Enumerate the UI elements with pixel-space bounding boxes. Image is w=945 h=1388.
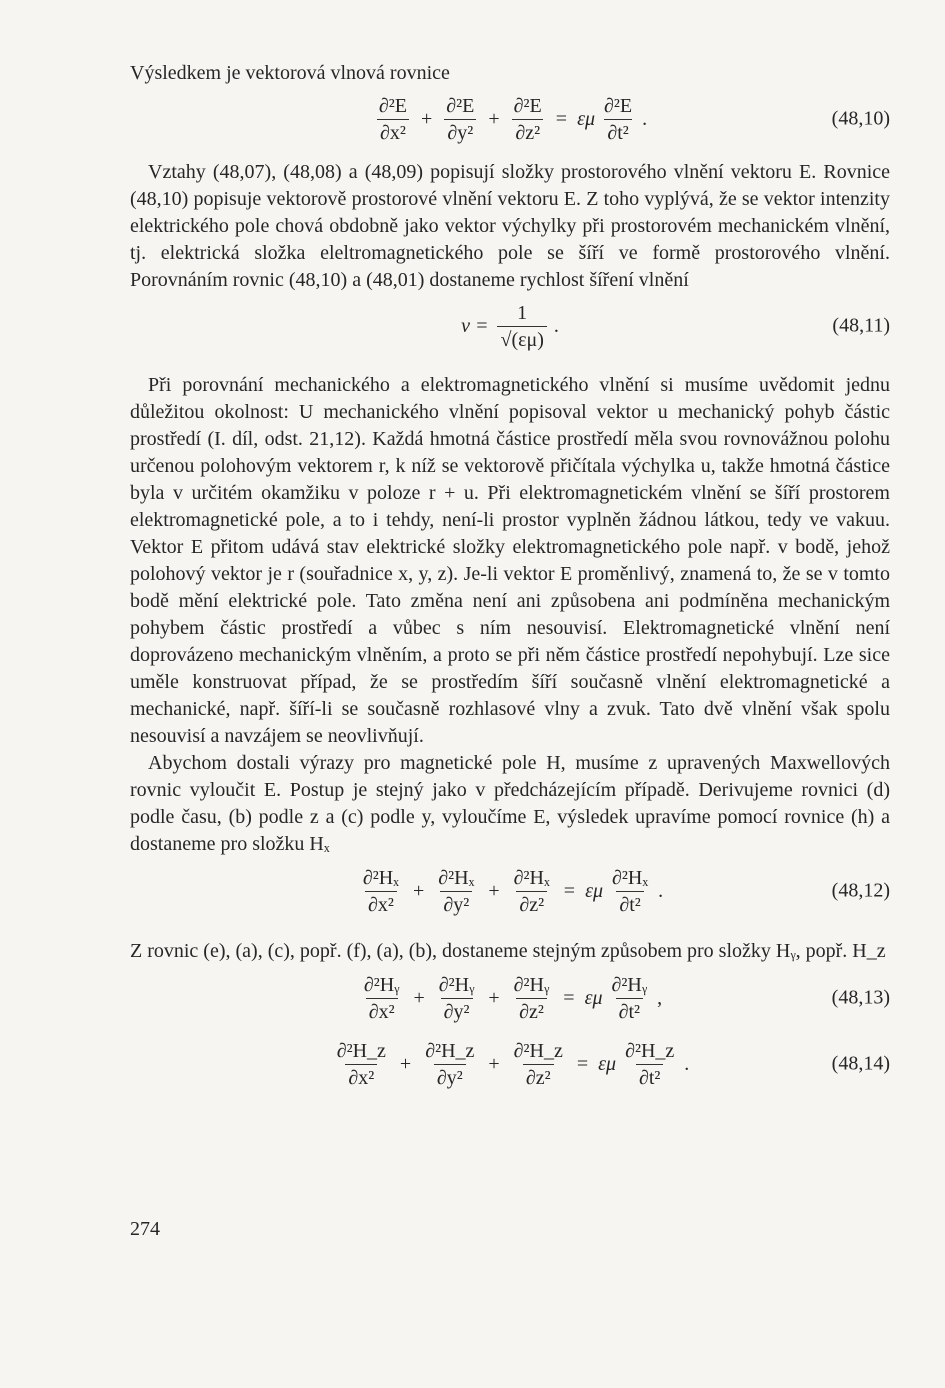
paragraph-3: Abychom dostali výrazy pro magnetické pole H, musíme z upravených Maxwellových rovnic vyloučit E. Postup je stejný jako v předcházejícím případě. Derivujeme rovnici (d) podle času, (b) podle z a (c) podle y, vyloučíme E, výsledek upravíme pomocí rovnice (h) a dostaneme pro složku Hₓ [130,752,890,855]
paragraph-2: Při porovnání mechanického a elektromagnetického vlnění si musíme uvědomit jednu důležitou okolnost: U mechanického vlnění popisoval vektor u mechanický pohyb částic prostředí (I. díl, odst. 21,12). Každá hmotná částice prostředí měla svou rovnovážnou polohu určenou polohovým vektorem r, k níž se vektorově přičítala výchylka u, takže hmotná částice byla v určitém okamžiku v poloze r + u. Při elektromagnetickém vlnění se šíří prostorem elektromagnetické pole, a to i tehdy, není-li prostor vyplněn žádnou látkou, tedy ve vakuu. Vektor E přitom udává stav elektrické složky elektromagnetického pole např. v bodě, jehož polohový vektor je r (souřadnice x, y, z). Je-li vektor E proměnlivý, znamená to, že se v tomto bodě mění elektrické pole. Tato změna není ani způsobena ani podmíněna mechanickým pohybem částic prostředí a vůbec s ním nesouvisí. Elektromagnetické vlnění není doprovázeno mechanickým vlněním, a proto se při něm částice prostředí nepohybují. Lze sice uměle konstruovat případ, že se prostředím šíří současně vlnění elektromagnetické a mechanické, např. šíří-li se současně rozhlasové vlny a zvuk. Tato dvě vlnění však spolu nesouvisí a navzájem se neovlivňují. [130,374,890,747]
page-number: 274 [130,1218,160,1240]
equation-48-14: $\frac{\text{∂²H\_z}}{\text{∂x²}}$ + $\frac{\text{∂²H\_z}}{\text{∂y²}}$ + $\frac{\text{∂²H\_z}}{\text{∂z²}}$ = εμ $\frac{\text{∂²H\_z}}{\text{∂t²}}$ . (48,14) [130,1031,890,1097]
intro-line: Výsledkem je vektorová vlnová rovnice [130,62,450,84]
coefficient: εμ [577,107,595,130]
fraction: $\frac{\text{∂²H\_z}}{\text{∂x²}}$ [336,1039,386,1089]
equation-number: (48,10) [831,107,890,130]
fraction: $\frac{1}{√(\varepsilon\mu)}$ [497,301,546,352]
fraction: $\frac{\text{∂²Hₓ}}{\text{∂t²}}$ [612,866,649,916]
fraction: $\frac{\text{∂²H\_z}}{\text{∂z²}}$ [513,1039,563,1089]
coefficient: εμ [598,1052,617,1075]
equation-48-11: v = $\frac{1}{√(\varepsilon\mu)}$ . (48,11) [461,301,890,351]
equation-number: (48,13) [831,986,890,1009]
fraction: $\frac{\text{∂²E}}{\text{∂z²}}$ [513,94,542,144]
equation-number: (48,12) [831,879,890,902]
fraction: $\frac{\text{∂²E}}{\text{∂x²}}$ [378,94,407,144]
equation-number: (48,11) [832,314,890,337]
fraction: $\frac{\text{∂²Hₓ}}{\text{∂y²}}$ [438,866,475,916]
coefficient: εμ [585,879,603,902]
fraction: $\frac{\text{∂²Hᵧ}}{\text{∂y²}}$ [438,973,475,1023]
paragraph-1: Vztahy (48,07), (48,08) a (48,09) popisují složky prostorového vlnění vektoru E. Rovnice (48,10) popisuje vektorově prostorové vlnění vektoru E. Z toho vyplývá, že se vektor intenzity elektrického pole chová obdobně jako vektor výchylky při prostorovém mechanickém vlnění, tj. elektrická složka eleltromagnetického pole se šíří ve formě prostorového vlnění. Porovnáním rovnic (48,10) a (48,01) dostaneme rychlost šíření vlnění [130,161,890,291]
fraction: $\frac{\text{∂²H\_z}}{\text{∂y²}}$ [425,1039,475,1089]
fraction: $\frac{\text{∂²E}}{\text{∂t²}}$ [603,94,633,144]
coefficient: εμ [584,986,603,1009]
equation-48-12: $\frac{\text{∂²Hₓ}}{\text{∂x²}}$ + $\frac{\text{∂²Hₓ}}{\text{∂y²}}$ + $\frac{\text{∂²Hₓ}}{\text{∂z²}}$ = εμ $\frac{\text{∂²Hₓ}}{\text{∂t²}}$ . (48,12) [130,858,890,924]
equation-number: (48,14) [831,1052,890,1075]
equation-48-13: $\frac{\text{∂²Hᵧ}}{\text{∂x²}}$ + $\frac{\text{∂²Hᵧ}}{\text{∂y²}}$ + $\frac{\text{∂²Hᵧ}}{\text{∂z²}}$ = εμ $\frac{\text{∂²Hᵧ}}{\text{∂t²}}$ , (48,13) [130,965,890,1031]
fraction: $\frac{\text{∂²Hᵧ}}{\text{∂x²}}$ [363,973,400,1023]
equation-48-10: $\frac{\text{∂²E}}{\text{∂x²}}$ + $\frac{\text{∂²E}}{\text{∂y²}}$ + $\frac{\text{∂²E}}{\text{∂z²}}$ = εμ $\frac{\text{∂²E}}{\text{∂t²}}$ . (48,10) [130,87,890,151]
fraction: $\frac{\text{∂²Hᵧ}}{\text{∂z²}}$ [513,973,550,1023]
paragraph-4: Z rovnic (e), (a), (c), popř. (f), (a), (b), dostaneme stejným způsobem pro složky Hᵧ, popř. H_z [130,940,886,962]
fraction: $\frac{\text{∂²H\_z}}{\text{∂t²}}$ [625,1039,675,1089]
fraction: $\frac{\text{∂²E}}{\text{∂y²}}$ [446,94,475,144]
fraction: $\frac{\text{∂²Hᵧ}}{\text{∂t²}}$ [611,973,648,1023]
fraction: $\frac{\text{∂²Hₓ}}{\text{∂z²}}$ [513,866,550,916]
fraction: $\frac{\text{∂²Hₓ}}{\text{∂x²}}$ [362,866,399,916]
